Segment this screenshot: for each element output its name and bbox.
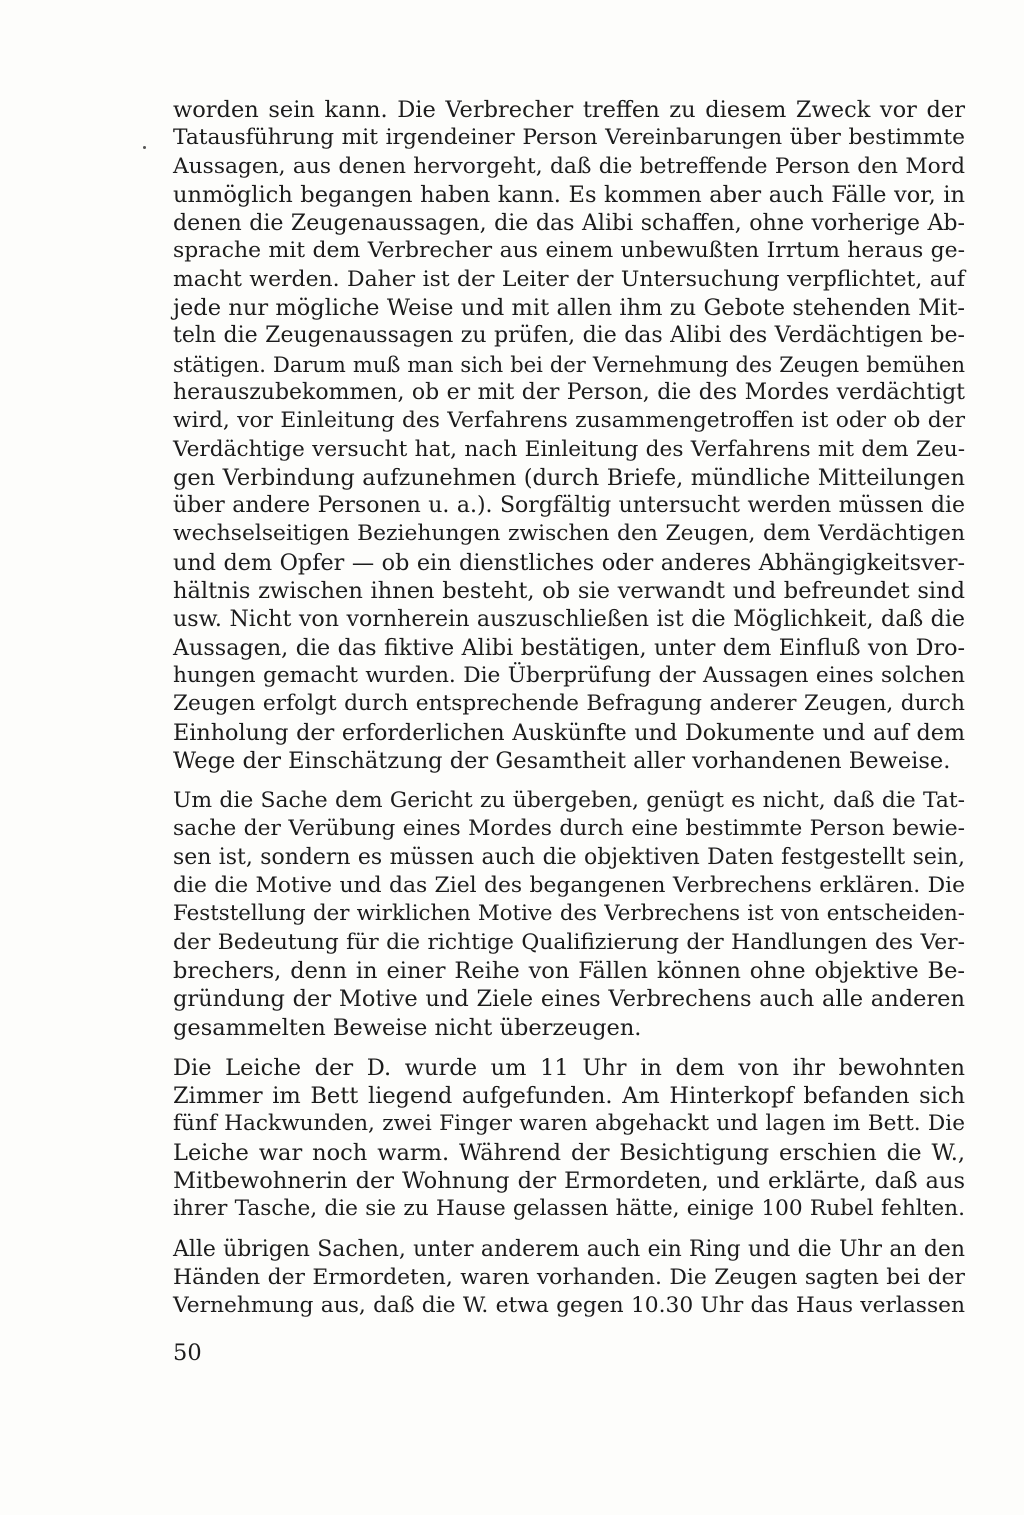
text-line: Feststellung der wirklichen Motive des Verbrechens ist von entscheiden-: [173, 901, 965, 927]
text-line: usw. Nicht von vornherein auszuschließen ist die Möglichkeit, daß die: [173, 606, 965, 633]
paragraph-gap: [173, 775, 965, 787]
text-line: sen ist, sondern es müssen auch die objektiven Daten festgestellt sein,: [173, 844, 965, 870]
margin-speck: [143, 146, 146, 149]
paragraph-gap: [173, 1224, 965, 1236]
body-text: [173, 96, 965, 1320]
text-line: Aussagen, aus denen hervorgeht, daß die betreffende Person den Mord: [173, 153, 965, 179]
text-line: macht werden. Daher ist der Leiter der Untersuchung verpflichtet, auf: [173, 266, 965, 292]
text-line: Händen der Ermordeten, waren vorhanden. Die Zeugen sagten bei der: [173, 1264, 965, 1290]
paragraph-4: [173, 1236, 965, 1321]
text-line: Tatausführung mit irgendeiner Person Vereinbarungen über bestimmte: [173, 125, 965, 151]
text-line: Mitbewohnerin der Wohnung der Ermordeten, und erklärte, daß aus: [173, 1167, 965, 1194]
text-line: wechselseitigen Beziehungen zwischen den Zeugen, dem Verdächtigen: [173, 521, 965, 547]
text-line: und dem Opfer — ob ein dienstliches oder anderes Abhängigkeitsver-: [173, 549, 965, 576]
paragraph-3: [173, 1054, 965, 1224]
text-line: Verdächtige versucht hat, nach Einleitung des Verfahrens mit dem Zeu-: [173, 436, 965, 462]
text-line: gesammelten Beweise nicht überzeugen.: [173, 1014, 642, 1041]
text-line: Wege der Einschätzung der Gesamtheit aller vorhandenen Beweise.: [173, 747, 951, 774]
text-line: denen die Zeugenaussagen, die das Alibi schaffen, ohne vorherige Ab-: [173, 210, 965, 237]
text-line: Leiche war noch warm. Während der Besichtigung erschien die W.,: [173, 1139, 965, 1166]
text-line: fünf Hackwunden, zwei Finger waren abgehackt und lagen im Bett. Die: [173, 1111, 965, 1137]
text-line: Zimmer im Bett liegend aufgefunden. Am Hinterkopf befanden sich: [173, 1083, 965, 1110]
text-line: hungen gemacht wurden. Die Überprüfung der Aussagen eines solchen: [173, 662, 965, 688]
text-line: Alle übrigen Sachen, unter anderem auch ein Ring und die Uhr an den: [173, 1236, 965, 1262]
text-line: über andere Personen u. a.). Sorgfältig untersucht werden müssen die: [173, 493, 965, 519]
text-line: Vernehmung aus, daß die W. etwa gegen 10.30 Uhr das Haus verlassen: [173, 1293, 965, 1319]
text-line: stätigen. Darum muß man sich bei der Vernehmung des Zeugen bemühen: [173, 352, 965, 377]
paragraph-gap: [173, 1042, 965, 1054]
text-line: Aussagen, die das fiktive Alibi bestätigen, unter dem Einfluß von Dro-: [173, 634, 965, 661]
text-line: jede nur mögliche Weise und mit allen ihm zu Gebote stehenden Mit-: [173, 295, 965, 322]
paragraph-1: [173, 96, 965, 775]
text-line: herauszubekommen, ob er mit der Person, die des Mordes verdächtigt: [173, 379, 965, 405]
text-line: Die Leiche der D. wurde um 11 Uhr in dem von ihr bewohnten: [173, 1054, 965, 1081]
text-line: gen Verbindung aufzunehmen (durch Briefe, mündliche Mitteilungen: [173, 464, 965, 491]
text-line: teln die Zeugenaussagen zu prüfen, die das Alibi des Verdächtigen be-: [173, 323, 965, 349]
text-line: die die Motive und das Ziel des begangenen Verbrechens erklären. Die: [173, 873, 965, 899]
text-line: unmöglich begangen haben kann. Es kommen aber auch Fälle vor, in: [173, 181, 965, 208]
text-line: ihrer Tasche, die sie zu Hause gelassen hätte, einige 100 Rubel fehlten.: [173, 1196, 965, 1222]
text-line: Einholung der erforderlichen Auskünfte und Dokumente und auf dem: [173, 719, 965, 746]
page-number: 50: [173, 1340, 202, 1366]
text-line: worden sein kann. Die Verbrecher treffen zu diesem Zweck vor der: [173, 97, 965, 123]
text-line: der Bedeutung für die richtige Qualifizierung der Handlungen des Ver-: [173, 929, 965, 955]
text-line: gründung der Motive und Ziele eines Verbrechens auch alle anderen: [173, 986, 965, 1013]
paragraph-2: [173, 787, 965, 1042]
text-line: hältnis zwischen ihnen besteht, ob sie verwandt und befreundet sind: [173, 578, 965, 605]
text-line: sache der Verübung eines Mordes durch eine bestimmte Person bewie-: [173, 816, 965, 842]
text-line: brechers, denn in einer Reihe von Fällen können ohne objektive Be-: [173, 957, 965, 984]
text-line: Zeugen erfolgt durch entsprechende Befragung anderer Zeugen, durch: [173, 691, 965, 717]
text-line: Um die Sache dem Gericht zu übergeben, genügt es nicht, daß die Tat-: [173, 788, 965, 814]
text-line: sprache mit dem Verbrecher aus einem unbewußten Irrtum heraus ge-: [173, 238, 965, 264]
text-line: wird, vor Einleitung des Verfahrens zusammengetroffen ist oder ob der: [173, 408, 965, 434]
